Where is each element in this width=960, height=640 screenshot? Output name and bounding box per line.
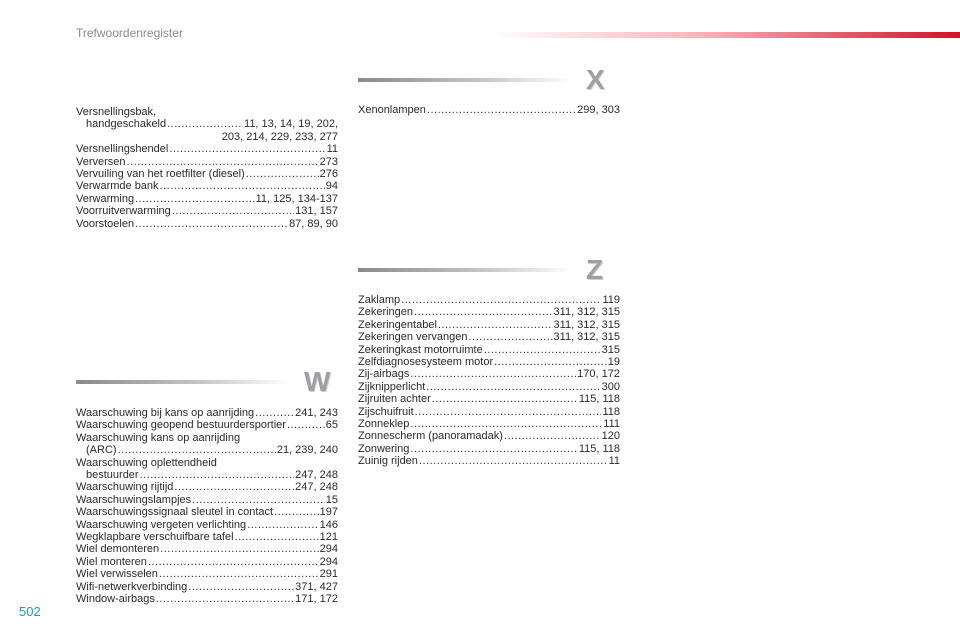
index-pages: 273 [319, 155, 338, 168]
index-pages: 131, 157 [295, 205, 338, 218]
leader-dots [246, 168, 319, 180]
index-entry [358, 306, 620, 318]
index-entry [76, 205, 338, 217]
index-entry [76, 556, 338, 568]
index-term: Zekeringentabel [358, 318, 437, 331]
leader-dots [172, 205, 294, 217]
index-term: Zijknipperlicht [358, 380, 426, 393]
index-term: Waarschuwing bij kans op aanrijding [76, 407, 255, 419]
page-number: 502 [19, 604, 41, 619]
index-entry [358, 294, 620, 306]
section-header-x [358, 64, 628, 95]
index-entry [76, 419, 338, 431]
section-letter-w: W [304, 366, 331, 397]
index-term: Zaklamp [358, 294, 401, 306]
index-pages: 311, 312, 315 [553, 331, 620, 344]
index-pages: 11 [326, 143, 338, 156]
index-pages: 119 [602, 294, 620, 306]
index-pages: 21, 239, 240 [276, 444, 338, 457]
index-entry [358, 368, 620, 380]
leader-dots [401, 294, 601, 306]
section-header-z [358, 254, 628, 285]
index-entry [76, 143, 338, 155]
index-term: Zekeringkast motorruimte [358, 343, 483, 356]
index-pages: 120 [601, 430, 620, 443]
leader-dots [174, 481, 294, 493]
index-pages: 15 [325, 493, 338, 506]
leader-dots [160, 180, 325, 192]
index-entry [358, 418, 620, 430]
index-term: Wifi-netwerkverbinding [76, 580, 188, 593]
leader-dots [287, 419, 325, 431]
leader-dots [169, 143, 325, 155]
leader-dots [135, 193, 255, 205]
index-pages: 87, 89, 90 [289, 217, 338, 230]
index-column-v [76, 106, 338, 230]
index-pages: 118 [602, 405, 620, 418]
leader-dots [432, 393, 578, 405]
section-rule [358, 78, 573, 82]
index-entry [358, 393, 620, 405]
index-entry [76, 568, 338, 580]
leader-dots [419, 455, 608, 467]
index-pages: 115, 118 [578, 393, 620, 406]
index-pages: 371, 427 [295, 580, 338, 593]
section-letter-x: X [586, 64, 605, 95]
index-term-line: Waarschuwing kans op aanrijding [76, 431, 241, 444]
leader-dots [426, 381, 600, 393]
index-entry [76, 444, 338, 456]
index-term: Zelfdiagnosesysteem motor [358, 356, 494, 369]
index-term: Waarschuwingslampjes [76, 493, 192, 506]
leader-dots [156, 593, 294, 605]
index-entry [76, 531, 338, 543]
index-entry [358, 344, 620, 356]
index-entry [76, 506, 338, 518]
index-pages: 300 [601, 380, 620, 393]
index-pages: 121 [319, 531, 338, 544]
index-column-x [358, 104, 620, 116]
leader-dots [159, 568, 319, 580]
leader-dots [274, 506, 319, 518]
index-term: Wiel demonteren [76, 543, 160, 556]
index-entry [76, 581, 338, 593]
leader-dots [192, 494, 325, 506]
leader-dots [494, 356, 607, 368]
index-entry [358, 356, 620, 368]
index-term: Waarschuwing rijtijd [76, 481, 174, 494]
leader-dots [427, 104, 576, 116]
leader-dots [414, 306, 552, 318]
index-term: Zijschuifruit [358, 405, 414, 418]
index-pages-continued: 203, 214, 229, 233, 277 [221, 130, 338, 143]
leader-dots [410, 368, 576, 380]
index-entry [76, 494, 338, 506]
index-term: (ARC) [86, 444, 117, 457]
index-entry [76, 481, 338, 493]
leader-dots [468, 331, 552, 343]
index-term: Voorstoelen [76, 217, 135, 230]
index-entry [76, 519, 338, 531]
section-letter-z: Z [586, 254, 604, 285]
index-term: Zonnescherm (panoramadak) [358, 430, 503, 443]
leader-dots [160, 543, 318, 555]
section-rule [358, 268, 573, 272]
index-pages: 294 [319, 543, 338, 556]
index-pages: 311, 312, 315 [553, 318, 620, 331]
index-term: Wiel monteren [76, 555, 147, 568]
section-header-w [76, 366, 346, 397]
leader-dots [135, 218, 288, 230]
index-pages: 299, 303 [577, 104, 620, 116]
leader-dots [415, 406, 602, 418]
index-column-w [76, 407, 338, 606]
index-pages: 276 [319, 168, 338, 181]
header-accent-bar [490, 32, 960, 38]
index-entry [76, 407, 338, 419]
leader-dots [410, 443, 577, 455]
index-term: Waarschuwing vergeten verlichting [76, 518, 247, 531]
leader-dots [167, 118, 243, 130]
index-term: handgeschakeld [86, 118, 167, 131]
index-term: Verwarming [76, 192, 135, 205]
index-term: Voorruitverwarming [76, 205, 171, 218]
leader-dots [438, 319, 553, 331]
leader-dots [504, 430, 601, 442]
leader-dots [140, 469, 295, 481]
index-pages: 197 [319, 506, 338, 519]
index-entry [76, 118, 338, 130]
index-entry [76, 193, 338, 205]
index-entry [76, 156, 338, 168]
index-pages: 241, 243 [295, 407, 338, 419]
leader-dots [118, 444, 276, 456]
index-pages: 11, 13, 14, 19, 202, [244, 118, 338, 131]
index-entry [358, 331, 620, 343]
index-term: Verwarmde bank [76, 180, 159, 193]
index-term-line: Waarschuwing oplettendheid [76, 456, 217, 469]
leader-dots [127, 156, 319, 168]
index-term: Zekeringen [358, 306, 414, 319]
index-term: Zekeringen vervangen [358, 331, 468, 344]
leader-dots [247, 519, 318, 531]
index-term: Zijruiten achter [358, 393, 431, 406]
index-entry [76, 543, 338, 555]
index-term: Verversen [76, 155, 126, 168]
index-entry [358, 443, 620, 455]
index-pages: 115, 118 [578, 442, 620, 455]
index-pages: 294 [319, 555, 338, 568]
index-term: Zonneklep [358, 418, 410, 431]
leader-dots [148, 556, 319, 568]
index-pages: 11, 125, 134-137 [255, 192, 338, 205]
index-pages: 291 [319, 568, 338, 581]
index-entry [76, 168, 338, 180]
leader-dots [188, 581, 294, 593]
index-pages: 94 [325, 180, 338, 193]
index-entry [358, 406, 620, 418]
index-entry [358, 455, 620, 467]
index-term: Zij-airbags [358, 368, 410, 381]
index-pages: 19 [607, 356, 620, 369]
page-header-title: Trefwoordenregister [76, 26, 183, 40]
index-entry [76, 180, 338, 192]
index-entry [76, 593, 338, 605]
index-term: Zuinig rijden [358, 455, 418, 468]
index-pages: 146 [319, 518, 338, 531]
section-rule [76, 380, 291, 384]
index-pages: 315 [601, 343, 620, 356]
index-entry [76, 218, 338, 230]
index-pages: 311, 312, 315 [553, 306, 620, 319]
index-pages: 11 [608, 455, 620, 468]
index-pages: 65 [325, 419, 338, 432]
index-column-z [358, 294, 620, 468]
index-pages: 171, 172 [295, 593, 338, 606]
index-pages: 247, 248 [295, 481, 338, 494]
index-term: Zonwering [358, 442, 410, 455]
index-term: Xenonlampen [358, 104, 426, 116]
index-pages: 170, 172 [577, 368, 620, 381]
index-pages: 247, 248 [295, 469, 338, 482]
leader-dots [255, 407, 294, 419]
index-term: Wiel verwisselen [76, 568, 158, 581]
index-entry [358, 430, 620, 442]
index-entry [358, 381, 620, 393]
index-entry [76, 469, 338, 481]
index-pages: 111 [603, 418, 620, 431]
index-term: Versnellingshendel [76, 143, 169, 156]
leader-dots [410, 418, 602, 430]
index-term: Vervuiling van het roetfilter (diesel) [76, 168, 245, 181]
index-term-line: Versnellingsbak, [76, 106, 157, 118]
index-entry [358, 104, 620, 116]
index-term: Window-airbags [76, 593, 155, 606]
index-term: Waarschuwing geopend bestuurdersportier [76, 419, 286, 432]
index-term: bestuurder [86, 469, 139, 482]
index-entry [358, 319, 620, 331]
leader-dots [235, 531, 319, 543]
index-term: Waarschuwingssignaal sleutel in contact [76, 506, 274, 519]
index-term: Wegklapbare verschuifbare tafel [76, 531, 234, 544]
leader-dots [484, 344, 601, 356]
